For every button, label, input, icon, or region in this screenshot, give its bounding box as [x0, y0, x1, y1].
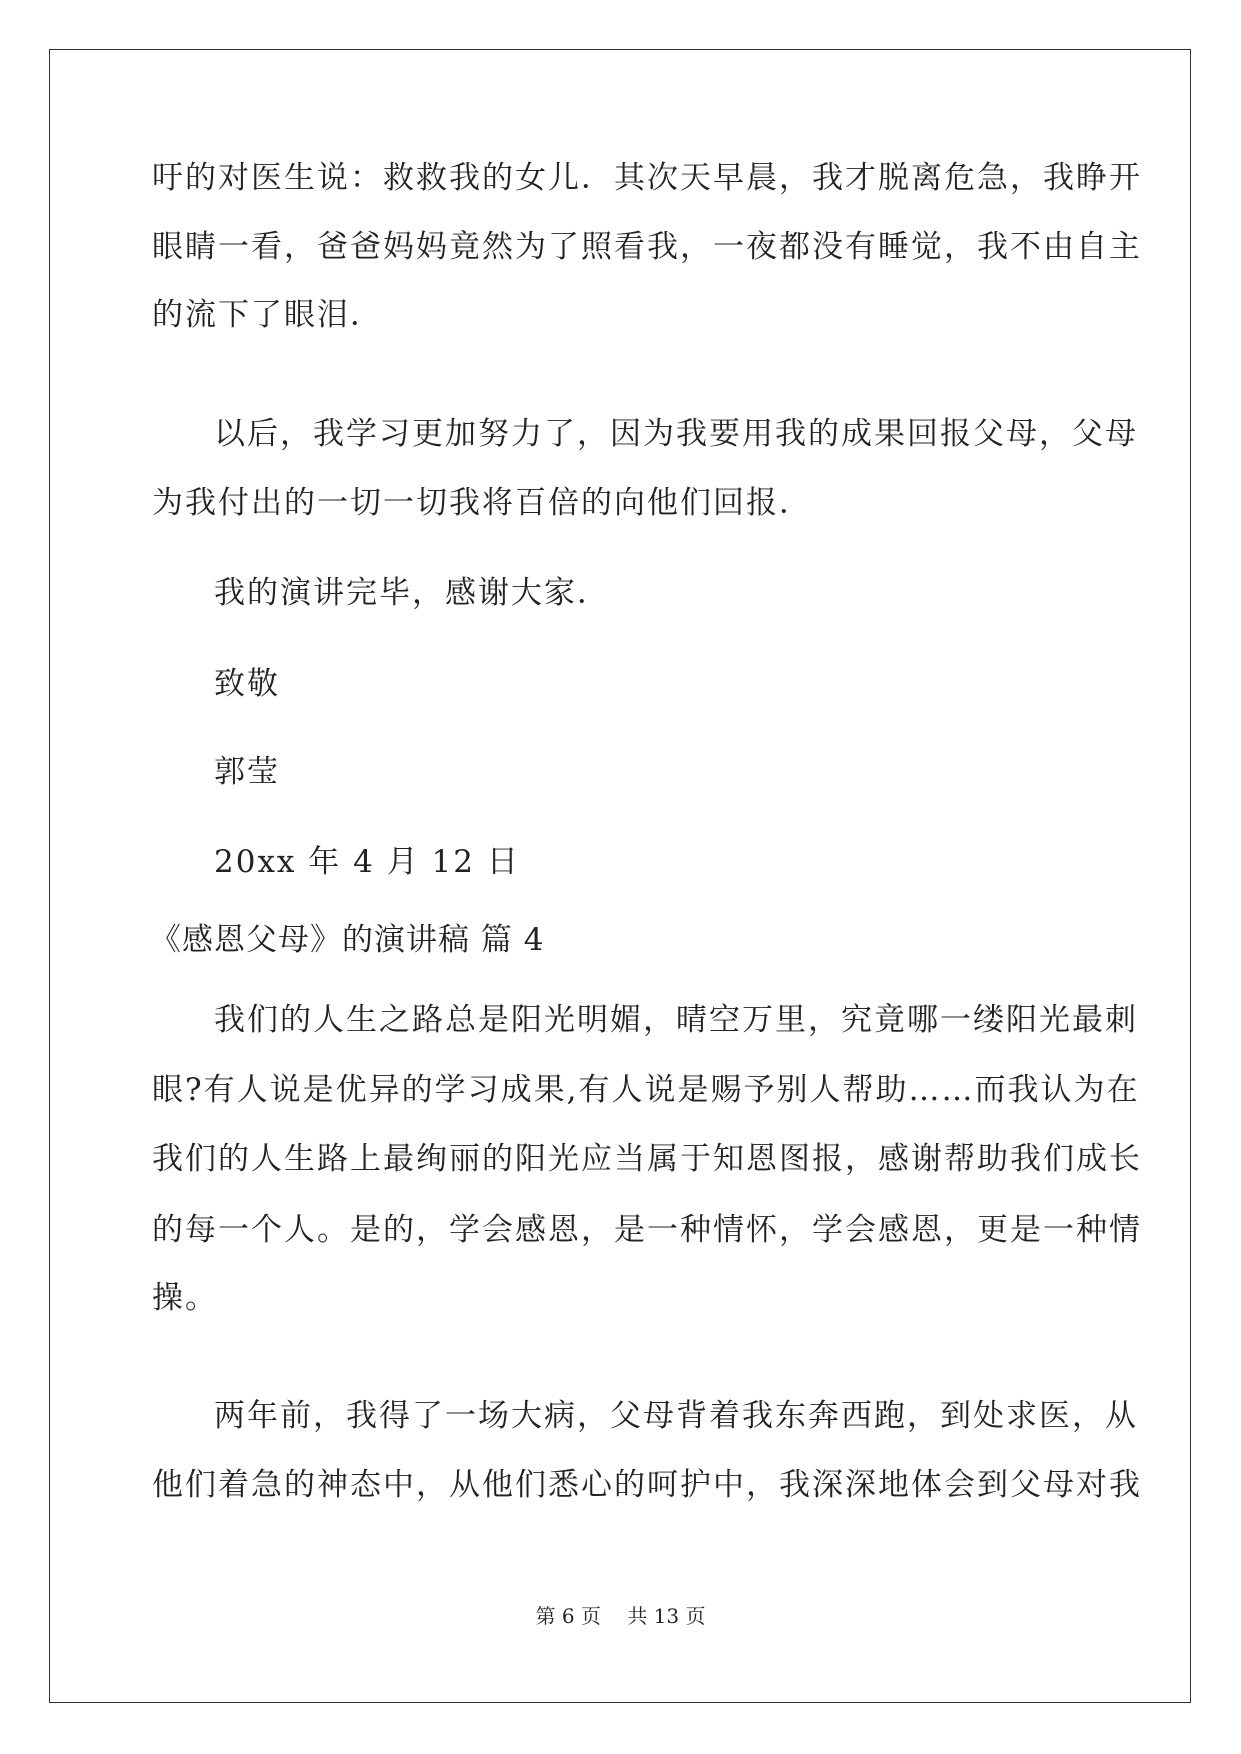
body-line: 两年前，我得了一场大病，父母背着我东奔西跑，到处求医，从 — [214, 1398, 1138, 1434]
body-line: 我们的人生路上最绚丽的阳光应当属于知恩图报，感谢帮助我们成长 — [152, 1141, 1142, 1177]
closing-line: 我的演讲完毕，感谢大家． — [214, 575, 610, 611]
body-line: 操。 — [152, 1280, 218, 1316]
page-footer — [0, 1604, 1241, 1628]
body-line: 我们的人生之路总是阳光明媚，晴空万里，究竟哪一缕阳光最刺 — [214, 1002, 1138, 1038]
page-number: 第 6 页 — [535, 1604, 601, 1628]
body-line: 吁的对医生说：救救我的女儿．其次天早晨，我才脱离危急，我睁开 — [152, 160, 1142, 196]
body-line: 以后，我学习更加努力了，因为我要用我的成果回报父母，父母 — [214, 416, 1138, 452]
signature-date: 20xx 年 4 月 12 日 — [214, 844, 520, 880]
signature-name: 郭莹 — [214, 754, 280, 790]
body-line: 的流下了眼泪． — [152, 297, 383, 333]
body-line: 的每一个人。是的，学会感恩，是一种情怀，学会感恩，更是一种情 — [152, 1212, 1142, 1248]
page-total: 共 13 页 — [627, 1604, 706, 1628]
body-line: 他们着急的神态中，从他们悉心的呵护中，我深深地体会到父母对我 — [152, 1467, 1142, 1503]
body-line: 眼睛一看，爸爸妈妈竟然为了照看我，一夜都没有睡觉，我不由自主 — [152, 229, 1142, 265]
salutation: 致敬 — [214, 666, 280, 702]
section-heading: 《感恩父母》的演讲稿 篇 4 — [150, 922, 545, 958]
body-line: 眼?有人说是优异的学习成果,有人说是赐予别人帮助……而我认为在 — [152, 1072, 1140, 1108]
body-line: 为我付出的一切一切我将百倍的向他们回报． — [152, 485, 812, 521]
